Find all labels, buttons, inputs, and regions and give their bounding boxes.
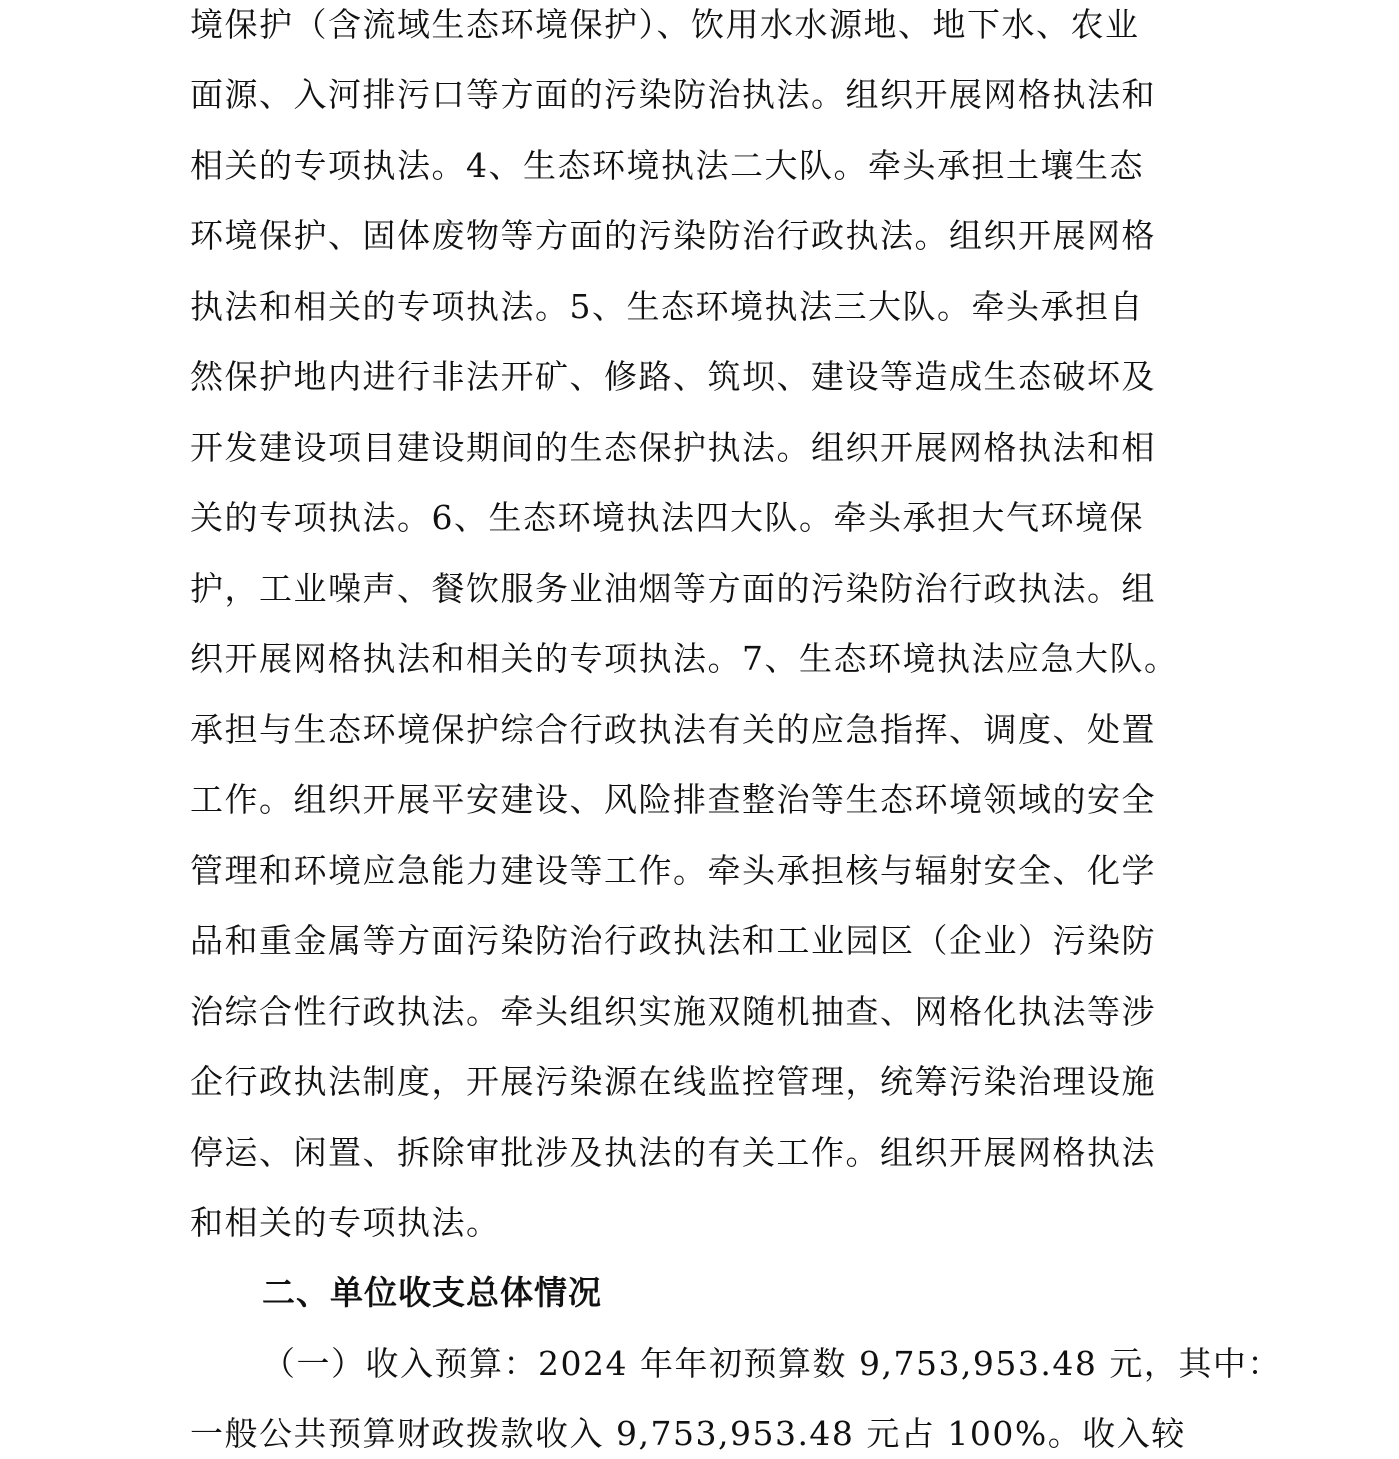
- body-text-line: 境保护（含流域生态环境保护）、饮用水水源地、地下水、农业: [190, 5, 1140, 44]
- body-text-line: 工作。组织开展平安建设、风险排查整治等生态环境领域的安全: [190, 780, 1156, 819]
- income-budget-line: （一）收入预算：2024 年年初预算数 9,753,953.48 元，其中：: [262, 1344, 1282, 1383]
- body-text-line: 停运、闲置、拆除审批涉及执法的有关工作。组织开展网格执法: [190, 1133, 1156, 1172]
- body-text-line: 治综合性行政执法。牵头组织实施双随机抽查、网格化执法等涉: [190, 992, 1156, 1031]
- body-text-line: 承担与生态环境保护综合行政执法有关的应急指挥、调度、处置: [190, 710, 1156, 749]
- section-heading: 二、单位收支总体情况: [262, 1273, 602, 1312]
- body-text-line: 品和重金属等方面污染防治行政执法和工业园区（企业）污染防: [190, 921, 1156, 960]
- body-text-line: 然保护地内进行非法开矿、修路、筑坝、建设等造成生态破坏及: [190, 357, 1156, 396]
- body-text-line: 面源、入河排污口等方面的污染防治执法。组织开展网格执法和: [190, 75, 1156, 114]
- body-text-line: 和相关的专项执法。: [190, 1203, 501, 1242]
- income-budget-line-continued: 一般公共预算财政拨款收入 9,753,953.48 元占 100%。收入较: [190, 1414, 1186, 1453]
- body-text-line: 企行政执法制度，开展污染源在线监控管理，统筹污染治理设施: [190, 1062, 1156, 1101]
- body-text-line: 关的专项执法。6、生态环境执法四大队。牵头承担大气环境保: [190, 498, 1144, 537]
- body-text-line: 相关的专项执法。4、生态环境执法二大队。牵头承担土壤生态: [190, 146, 1144, 185]
- body-text-line: 执法和相关的专项执法。5、生态环境执法三大队。牵头承担自: [190, 287, 1144, 326]
- body-text-line: 护，工业噪声、餐饮服务业油烟等方面的污染防治行政执法。组: [190, 569, 1156, 608]
- body-text-line: 管理和环境应急能力建设等工作。牵头承担核与辐射安全、化学: [190, 851, 1156, 890]
- body-text-line: 开发建设项目建设期间的生态保护执法。组织开展网格执法和相: [190, 428, 1156, 467]
- body-text-line: 环境保护、固体废物等方面的污染防治行政执法。组织开展网格: [190, 216, 1156, 255]
- body-text-line: 织开展网格执法和相关的专项执法。7、生态环境执法应急大队。: [190, 639, 1179, 678]
